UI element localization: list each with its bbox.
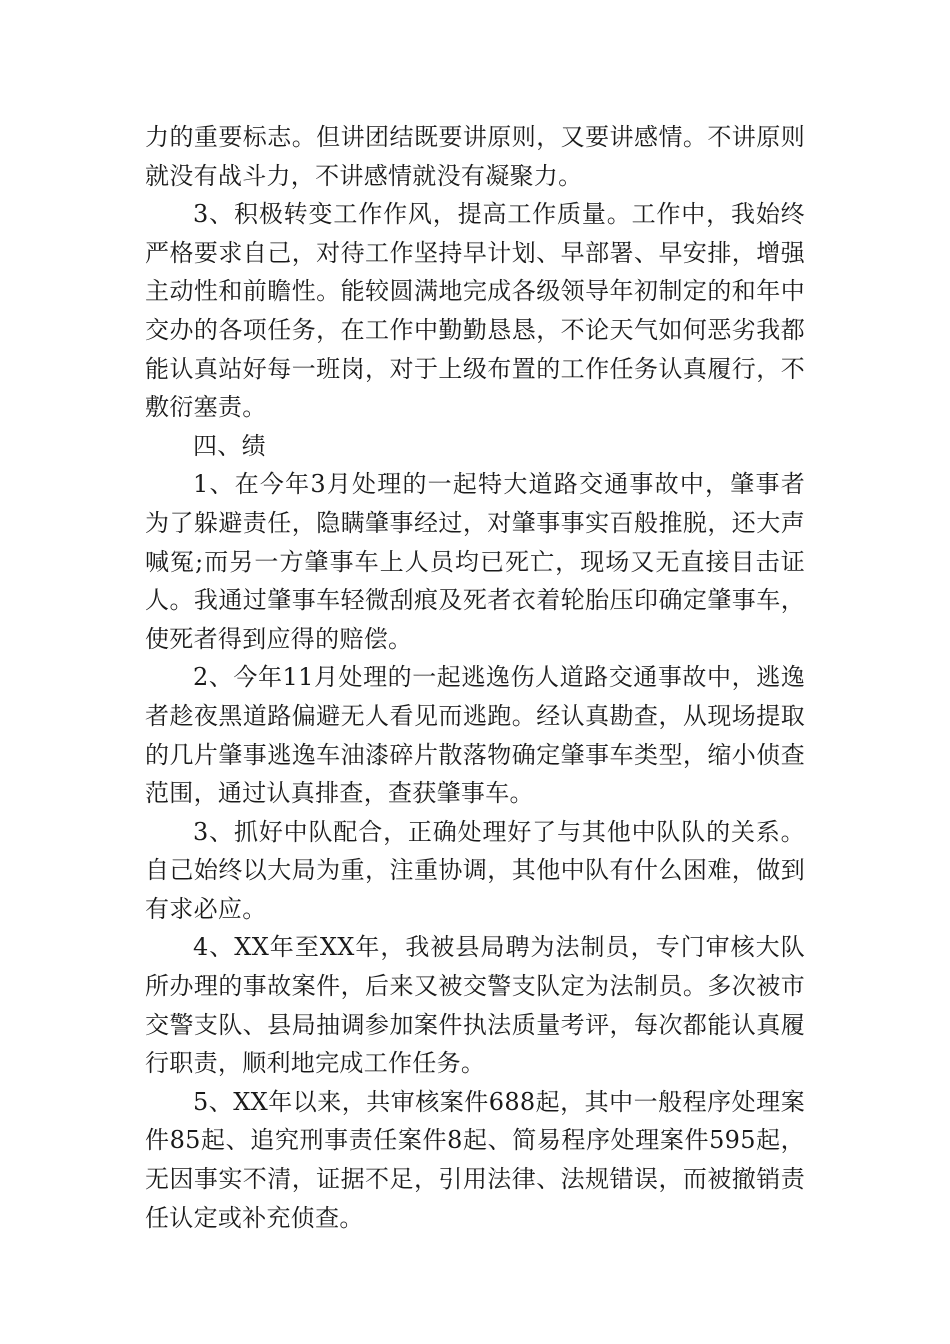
paragraph-7: 4、XX年至XX年，我被县局聘为法制员，专门审核大队所办理的事故案件，后来又被交警支队定为法制员。多次被市交警支队、县局抽调参加案件执法质量考评，每次都能认真履行职责，顺利地完成工作任务。 <box>145 933 805 1078</box>
section-heading: 四、绩 <box>193 431 266 460</box>
paragraph-6: 3、抓好中队配合，正确处理好了与其他中队队的关系。自己始终以大局为重，注重协调，其他中队有什么困难，做到有求必应。 <box>145 817 805 923</box>
paragraph-1: 力的重要标志。但讲团结既要讲原则，又要讲感情。不讲原则就没有战斗力，不讲感情就没有凝聚力。 <box>145 123 805 190</box>
paragraph-4: 1、在今年3月处理的一起特大道路交通事故中，肇事者为了躲避责任，隐瞒肇事经过，对肇事事实百般推脱，还大声喊冤;而另一方肇事车上人员均已死亡，现场又无直接目击证人。我通过肇事车轻微刮痕及死者衣着轮胎压印确定肇事车，使死者得到应得的赔偿。 <box>145 470 805 653</box>
paragraph-8: 5、XX年以来，共审核案件688起，其中一般程序处理案件85起、追究刑事责任案件8起、简易程序处理案件595起，无因事实不清，证据不足，引用法律、法规错误，而被撤销责任认定或补充侦查。 <box>145 1087 805 1232</box>
paragraph-2: 3、积极转变工作作风，提高工作质量。工作中，我始终严格要求自己，对待工作坚持早计划、早部署、早安排，增强主动性和前瞻性。能较圆满地完成各级领导年初制定的和年中交办的各项任务，在工作中勤勤恳恳，不论天气如何恶劣我都能认真站好每一班岗，对于上级布置的工作任务认真履行，不敷衍塞责。 <box>145 200 805 422</box>
paragraph-5: 2、今年11月处理的一起逃逸伤人道路交通事故中，逃逸者趁夜黑道路偏避无人看见而逃跑。经认真勘查，从现场提取的几片肇事逃逸车油漆碎片散落物确定肇事车类型，缩小侦查范围，通过认真排查，查获肇事车。 <box>145 663 805 808</box>
document-body <box>145 118 805 1237</box>
